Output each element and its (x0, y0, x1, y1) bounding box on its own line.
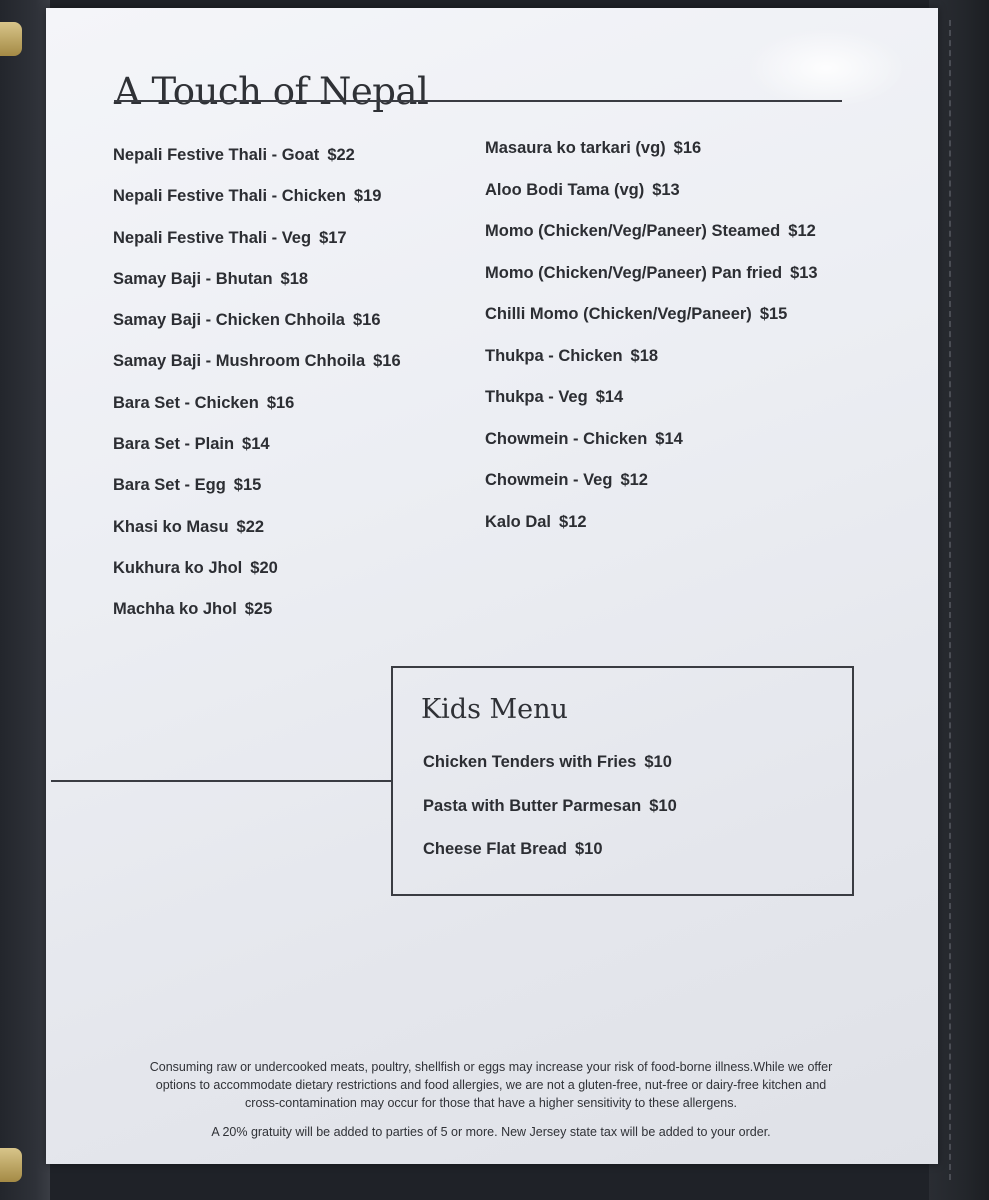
item-name: Bara Set - Egg (113, 476, 226, 495)
item-name: Masaura ko tarkari (vg) (485, 139, 666, 157)
kids-menu-list (423, 752, 677, 883)
item-price: $10 (649, 796, 677, 815)
menu-item (485, 512, 818, 554)
light-glare (746, 28, 906, 108)
item-price: $12 (788, 222, 816, 240)
menu-item (113, 517, 401, 558)
item-name: Machha ko Jhol (113, 600, 237, 619)
menu-title: A Touch of Nepal (114, 70, 429, 113)
item-name: Kalo Dal (485, 512, 552, 531)
item-price: $20 (250, 558, 278, 577)
item-name: Thukpa - Chicken (485, 346, 623, 365)
disclaimer-line: options to accommodate dietary restrictions and food allergies, we are not a gluten-free, nut-free or dairy-free kitchen and (155, 1078, 827, 1092)
item-name: Samay Baji - Bhutan (113, 269, 273, 288)
menu-item (485, 180, 818, 222)
item-price: $18 (280, 269, 309, 288)
menu-item (113, 475, 401, 516)
binder-left-edge (0, 0, 50, 1200)
menu-item (113, 228, 401, 269)
menu-item (113, 269, 401, 310)
item-name: Samay Baji - Mushroom Chhoila (113, 352, 366, 371)
item-price: $12 (559, 512, 587, 531)
menu-item (485, 429, 818, 471)
item-name: Nepali Festive Thali - Veg (113, 228, 312, 247)
menu-item (113, 393, 401, 434)
item-name: Chicken Tenders with Fries (423, 753, 637, 771)
menu-item (113, 351, 401, 392)
kids-menu-box (391, 666, 854, 896)
item-price: $14 (655, 429, 683, 448)
item-price: $17 (319, 228, 347, 247)
item-price: $12 (620, 471, 648, 489)
item-name: Nepali Festive Thali - Chicken (113, 187, 346, 206)
menu-column-left (113, 145, 401, 641)
menu-item (113, 599, 401, 640)
item-price: $10 (574, 840, 603, 858)
allergy-disclaimer (96, 1058, 886, 1112)
item-name: Aloo Bodi Tama (vg) (485, 180, 645, 199)
item-name: Kukhura ko Jhol (113, 558, 243, 577)
item-price: $19 (353, 187, 382, 206)
item-price: $22 (236, 517, 265, 536)
item-name: Thukpa - Veg (485, 388, 588, 406)
item-price: $25 (244, 600, 273, 619)
gratuity-notice: A 20% gratuity will be added to parties of 5 or more. New Jersey state tax will be added to your order. (211, 1125, 771, 1139)
item-price: $15 (759, 305, 788, 323)
item-price: $16 (266, 393, 295, 412)
menu-item (113, 434, 401, 475)
binder-clip-top (0, 22, 22, 56)
title-underline (114, 100, 842, 102)
item-price: $14 (242, 435, 270, 454)
item-price: $22 (327, 146, 355, 164)
binder-right-edge (929, 0, 989, 1200)
kids-menu-item (423, 752, 677, 796)
menu-page (46, 8, 938, 1164)
menu-item (113, 145, 401, 186)
menu-column-right (485, 138, 818, 553)
item-name: Chowmein - Veg (485, 471, 613, 489)
item-name: Bara Set - Chicken (113, 393, 259, 412)
menu-item (485, 387, 818, 429)
kids-menu-title: Kids Menu (421, 694, 568, 725)
item-name: Khasi ko Masu (113, 517, 229, 536)
item-price: $13 (652, 180, 680, 199)
item-name: Chowmein - Chicken (485, 429, 648, 448)
kids-menu-divider (51, 780, 391, 782)
menu-item (485, 470, 818, 512)
menu-item (485, 221, 818, 263)
item-name: Pasta with Butter Parmesan (423, 796, 642, 815)
item-price: $18 (630, 346, 659, 365)
item-price: $16 (352, 311, 381, 330)
item-price: $14 (595, 388, 624, 406)
item-name: Cheese Flat Bread (423, 840, 567, 858)
item-price: $16 (673, 139, 702, 157)
item-price: $16 (373, 352, 401, 371)
menu-item (113, 186, 401, 227)
menu-item (485, 138, 818, 180)
item-price: $15 (233, 476, 262, 495)
item-name: Momo (Chicken/Veg/Paneer) Pan fried (485, 263, 783, 282)
item-price: $13 (790, 263, 818, 282)
binder-clip-bottom (0, 1148, 22, 1182)
menu-item (113, 310, 401, 351)
kids-menu-item (423, 839, 677, 883)
menu-item (485, 263, 818, 305)
item-name: Bara Set - Plain (113, 435, 235, 454)
kids-menu-item (423, 796, 677, 840)
menu-item (485, 346, 818, 388)
item-price: $10 (644, 753, 672, 771)
item-name: Chilli Momo (Chicken/Veg/Paneer) (485, 305, 752, 323)
disclaimer-line: cross-contamination may occur for those that have a higher sensitivity to these allergens. (245, 1096, 737, 1110)
item-name: Momo (Chicken/Veg/Paneer) Steamed (485, 222, 781, 240)
item-name: Samay Baji - Chicken Chhoila (113, 311, 345, 330)
menu-item (485, 304, 818, 346)
disclaimer-line: Consuming raw or undercooked meats, poultry, shellfish or eggs may increase your risk of food-borne illness.While we offer (149, 1060, 833, 1074)
menu-item (113, 558, 401, 599)
item-name: Nepali Festive Thali - Goat (113, 146, 320, 164)
binder-stitching (949, 20, 951, 1180)
